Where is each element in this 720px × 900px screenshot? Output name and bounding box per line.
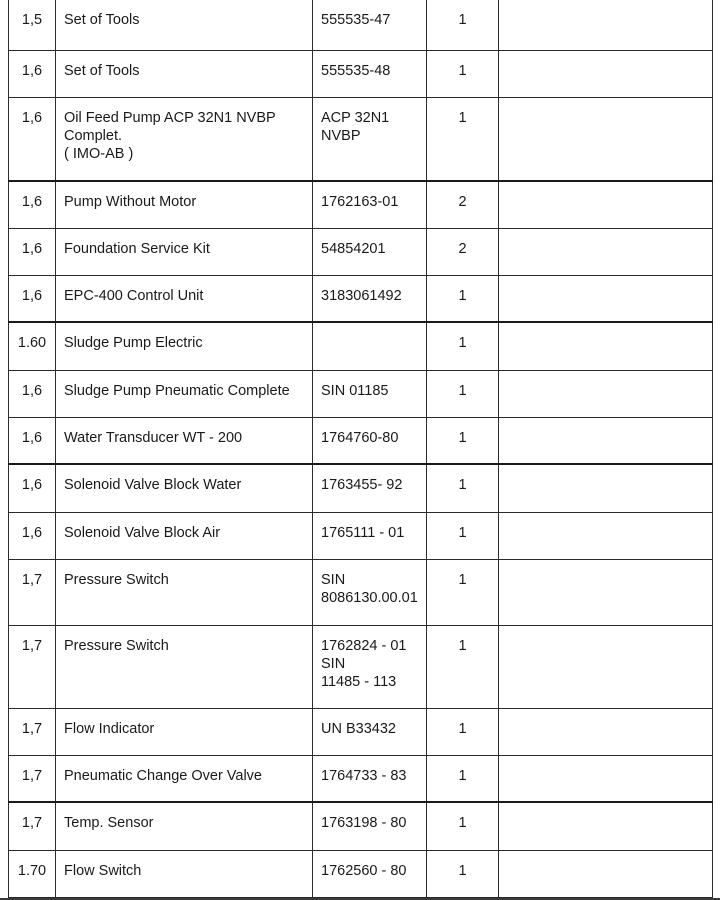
part-number-cell: 3183061492: [313, 275, 427, 322]
table-row: [9, 275, 713, 322]
quantity-cell: 1: [427, 0, 499, 50]
part-number-cell: 1762824 - 01 SIN 11485 - 113: [313, 625, 427, 708]
item-number-cell: 1,7: [9, 802, 56, 850]
remark-cell: [499, 755, 713, 802]
remark-cell: [499, 417, 713, 464]
part-number-cell: SIN 01185: [313, 370, 427, 417]
description-cell: Pump Without Motor: [56, 181, 313, 228]
item-number-cell: 1,6: [9, 97, 56, 181]
description-cell: Sludge Pump Electric: [56, 322, 313, 370]
remark-cell: [499, 559, 713, 625]
table-row: [9, 322, 713, 370]
part-number-cell: 1763198 - 80: [313, 802, 427, 850]
part-number-cell: 1764760-80: [313, 417, 427, 464]
remark-cell: [499, 181, 713, 228]
part-number-cell: 555535-48: [313, 50, 427, 97]
remark-cell: [499, 802, 713, 850]
table-row: [9, 512, 713, 559]
description-cell: Temp. Sensor: [56, 802, 313, 850]
description-cell: Flow Switch: [56, 850, 313, 897]
description-cell: Set of Tools: [56, 50, 313, 97]
part-number-cell: ACP 32N1 NVBP: [313, 97, 427, 181]
remark-cell: [499, 370, 713, 417]
quantity-cell: 1: [427, 802, 499, 850]
remark-cell: [499, 708, 713, 755]
remark-cell: [499, 97, 713, 181]
item-number-cell: 1,6: [9, 50, 56, 97]
quantity-cell: 1: [427, 708, 499, 755]
remark-cell: [499, 464, 713, 512]
item-number-cell: 1,6: [9, 275, 56, 322]
description-cell: EPC-400 Control Unit: [56, 275, 313, 322]
part-number-cell: 555535-47: [313, 0, 427, 50]
quantity-cell: 1: [427, 417, 499, 464]
item-number-cell: 1,7: [9, 708, 56, 755]
quantity-cell: 1: [427, 275, 499, 322]
description-cell: Foundation Service Kit: [56, 228, 313, 275]
part-number-cell: 1763455- 92: [313, 464, 427, 512]
table-row: [9, 370, 713, 417]
description-cell: Flow Indicator: [56, 708, 313, 755]
item-number-cell: 1,7: [9, 559, 56, 625]
item-number-cell: 1.70: [9, 850, 56, 897]
remark-cell: [499, 850, 713, 897]
part-number-cell: 1762560 - 80: [313, 850, 427, 897]
remark-cell: [499, 50, 713, 97]
table-row: [9, 50, 713, 97]
part-number-cell: 1762163-01: [313, 181, 427, 228]
table-row: [9, 755, 713, 802]
description-cell: Pressure Switch: [56, 559, 313, 625]
quantity-cell: 1: [427, 850, 499, 897]
remark-cell: [499, 322, 713, 370]
table-row: [9, 181, 713, 228]
table-row: [9, 708, 713, 755]
item-number-cell: 1,6: [9, 417, 56, 464]
item-number-cell: 1,5: [9, 0, 56, 50]
item-number-cell: 1,7: [9, 625, 56, 708]
table-row: [9, 802, 713, 850]
quantity-cell: 1: [427, 559, 499, 625]
table-row: [9, 228, 713, 275]
item-number-cell: 1,6: [9, 464, 56, 512]
item-number-cell: 1,6: [9, 228, 56, 275]
remark-cell: [499, 275, 713, 322]
description-cell: Oil Feed Pump ACP 32N1 NVBP Complet. ( IMO-AB ): [56, 97, 313, 181]
table-row: [9, 97, 713, 181]
remark-cell: [499, 228, 713, 275]
parts-table: [8, 0, 713, 898]
quantity-cell: 2: [427, 228, 499, 275]
item-number-cell: 1,6: [9, 512, 56, 559]
table-row: [9, 559, 713, 625]
item-number-cell: 1,7: [9, 755, 56, 802]
description-cell: Set of Tools: [56, 0, 313, 50]
quantity-cell: 1: [427, 512, 499, 559]
quantity-cell: 2: [427, 181, 499, 228]
part-number-cell: SIN 8086130.00.01: [313, 559, 427, 625]
remark-cell: [499, 512, 713, 559]
table-row: [9, 464, 713, 512]
item-number-cell: 1,6: [9, 181, 56, 228]
table-row: [9, 625, 713, 708]
table-row: [9, 417, 713, 464]
quantity-cell: 1: [427, 50, 499, 97]
quantity-cell: 1: [427, 464, 499, 512]
description-cell: Solenoid Valve Block Air: [56, 512, 313, 559]
remark-cell: [499, 625, 713, 708]
part-number-cell: [313, 322, 427, 370]
quantity-cell: 1: [427, 370, 499, 417]
quantity-cell: 1: [427, 322, 499, 370]
description-cell: Pneumatic Change Over Valve: [56, 755, 313, 802]
table-row: [9, 0, 713, 50]
quantity-cell: 1: [427, 755, 499, 802]
item-number-cell: 1.60: [9, 322, 56, 370]
quantity-cell: 1: [427, 625, 499, 708]
part-number-cell: UN B33432: [313, 708, 427, 755]
remark-cell: [499, 0, 713, 50]
description-cell: Sludge Pump Pneumatic Complete: [56, 370, 313, 417]
description-cell: Pressure Switch: [56, 625, 313, 708]
table-row: [9, 850, 713, 897]
item-number-cell: 1,6: [9, 370, 56, 417]
description-cell: Water Transducer WT - 200: [56, 417, 313, 464]
part-number-cell: 54854201: [313, 228, 427, 275]
description-cell: Solenoid Valve Block Water: [56, 464, 313, 512]
quantity-cell: 1: [427, 97, 499, 181]
part-number-cell: 1764733 - 83: [313, 755, 427, 802]
part-number-cell: 1765111 - 01: [313, 512, 427, 559]
